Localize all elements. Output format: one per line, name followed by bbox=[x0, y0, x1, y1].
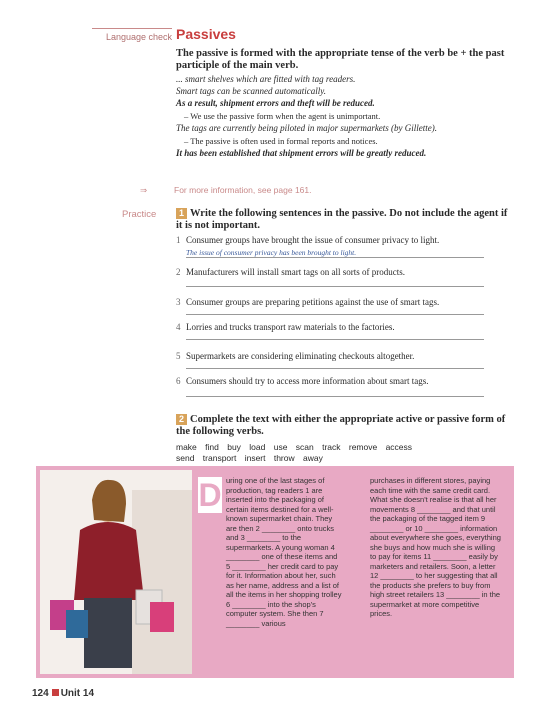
ex1-answer-line-5[interactable] bbox=[186, 368, 484, 369]
text-column-1: uring one of the last stages of production, tag readers 1 are inserted into the packaging of certain items destined for a well-known supermarket chain. They are then 2 ________ onto trucks and 3 ________ to the supermarkets. A young woman 4 ________ one of these items and 5 ________ her credit card to pay for it. Information about her, such as her name, address and a list of all the items in her shopping trolley 6 ________ into the shop's computer system. She then 7 ________ various bbox=[226, 476, 342, 628]
note-2: – The passive is often used in formal reports and notices. bbox=[184, 136, 378, 146]
exercise-1-text: Write the following sentences in the passive. Do not include the agent if it is not important. bbox=[176, 208, 508, 231]
ex1-item-2: 2 Manufacturers will install smart tags on all sorts of products. bbox=[176, 267, 405, 277]
shopper-photo bbox=[40, 470, 192, 674]
verb-list-line-1: make find buy load use scan track remove access bbox=[176, 442, 413, 452]
arrow-icon: ⇒ bbox=[140, 185, 148, 195]
page-footer bbox=[32, 688, 94, 699]
exercise-1-badge: 1 bbox=[176, 208, 187, 219]
square-icon bbox=[52, 689, 59, 696]
unit-label: Unit 14 bbox=[60, 688, 95, 699]
ex1-item-4: 4 Lorries and trucks transport raw materials to the factories. bbox=[176, 322, 395, 332]
verb-list-line-2: send transport insert throw away bbox=[176, 453, 323, 463]
text-column-2: purchases in different stores, paying each time with the same credit card. What she doesn't realise is that all her movements 8 ________ and that until the packaging of the tagged item 9 ________ or 10 ________ information about everywhere she goes, everything she buys and how much she is willing to pay for items 11 ________ easily by marketers and retailers. Soon, a letter 12 ________ to her suggesting that all the products she prefers to buy from high street retailers 13 ________ in the supermarket at more competitive prices. bbox=[370, 476, 501, 618]
example-4: The tags are currently being piloted in major supermarkets (by Gillette). bbox=[176, 123, 438, 133]
example-5: It has been established that shipment errors will be greatly reduced. bbox=[176, 148, 427, 158]
shopper-illustration bbox=[40, 470, 192, 674]
example-1: ... smart shelves which are fitted with tag readers. bbox=[176, 74, 356, 84]
section-label: Language check bbox=[92, 28, 172, 45]
example-3: As a result, shipment errors and theft will be reduced. bbox=[176, 98, 375, 108]
ex1-item-3: 3 Consumer groups are preparing petitions against the use of smart tags. bbox=[176, 297, 440, 307]
verb-list bbox=[176, 442, 412, 464]
example-2: Smart tags can be scanned automatically. bbox=[176, 86, 326, 96]
exercise-2-instruction bbox=[176, 414, 516, 438]
ex1-answer-line-6[interactable] bbox=[186, 396, 484, 397]
practice-label: Practice bbox=[122, 209, 157, 220]
exercise-2-text: Complete the text with either the appropriate active or passive form of the following verbs. bbox=[176, 414, 506, 437]
ex1-item-1: 1 Consumer groups have brought the issue of consumer privacy to light. bbox=[176, 235, 440, 245]
page-title: Passives bbox=[176, 26, 236, 42]
ex1-answer-line-3[interactable] bbox=[186, 314, 484, 315]
more-info-text: For more information, see page 161. bbox=[174, 185, 312, 195]
exercise-1-instruction bbox=[176, 208, 516, 232]
intro-rule: The passive is formed with the appropriate tense of the verb be + the past participle of the main verb. bbox=[176, 48, 505, 71]
ex1-item-6: 6 Consumers should try to access more information about smart tags. bbox=[176, 376, 429, 386]
ex1-answer-line-1[interactable] bbox=[186, 257, 484, 258]
more-info bbox=[140, 185, 312, 196]
drop-cap: D bbox=[198, 477, 222, 513]
note-1: – We use the passive form when the agent is unimportant. bbox=[184, 111, 381, 121]
ex1-answer-line-4[interactable] bbox=[186, 339, 484, 340]
ex1-item-5: 5 Supermarkets are considering eliminating checkouts altogether. bbox=[176, 351, 415, 361]
ex1-answer-example: The issue of consumer privacy has been brought to light. bbox=[186, 248, 357, 257]
ex1-answer-line-2[interactable] bbox=[186, 286, 484, 287]
page-number: 124 bbox=[32, 688, 49, 699]
exercise-2-badge: 2 bbox=[176, 414, 187, 425]
